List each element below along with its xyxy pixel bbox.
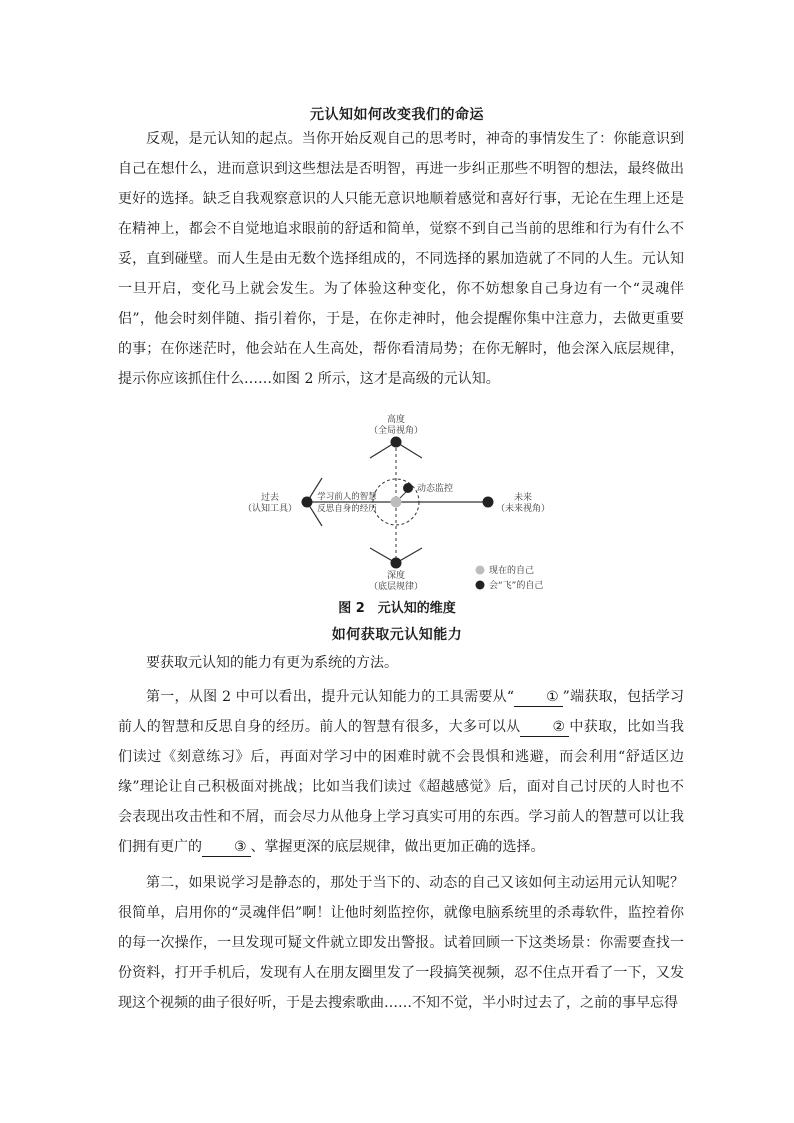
right-sublabel: （未来视角） — [495, 504, 551, 514]
paragraph-2: 要获取元认知的能力有更为系统的方法。 — [146, 655, 398, 671]
paragraph-1: 反观，是元认知的起点。当你开始反观自己的思考时，神奇的事情发生了：你能意识到自己在想什么，进而意识到这些想法是否明智，再进一步纠正那些不明智的想法，最终做出更好的选择。缺乏自我观察意识的人只能无意识地顺着感觉和喜好行事，无论在生理上还是在精神上，都会不自觉地追求眼前的舒适和简单，觉察不到自己当前的思维和行为有什么不妥，直到碰壁。而人生是由无数个选择组成的，不同选择的累加造就了不同的人生。元认知一旦开启，变化马上就会发生。为了体验这种变化，你不妨想象自己身边有一个“灵魂伴侣”，他会时刻伴随、指引着你，于是，在你走神时，他会提醒你集中注意力，去做更重要的事；在你迷茫时，他会站在人生高处，帮你看清局势；在你无解时，他会深入底层规律，提示你应该抓住什么……如图 2 所示，这才是高级的元认知。 — [118, 131, 684, 387]
bottom-sublabel: （底层规律） — [368, 582, 424, 592]
legend-fly-label: 会“飞”的自己 — [489, 581, 544, 591]
paragraph-3-part-b: ”端获取，包括学习前人的智慧和反思自身的经历。前人的智慧有很多，大多可以从 — [118, 689, 684, 735]
section-title-2: 如何获取元认知能力 — [331, 627, 463, 643]
left-sublabel: （认知工具） — [242, 504, 298, 514]
blank-3: ③ — [202, 838, 251, 857]
blank-1: ① — [514, 688, 563, 707]
inner-label-1: 学习前人的智慧 — [317, 492, 377, 502]
monitor-label: 动态监控 — [417, 484, 454, 494]
paragraph-3-part-a: 第一，从图 2 中可以看出，提升元认知能力的工具需要从“ — [146, 689, 515, 705]
paragraph-3 — [118, 682, 684, 862]
bottom-label: 深度 — [386, 571, 406, 581]
top-dot — [391, 437, 402, 448]
figure-caption: 图 2 元认知的维度 — [338, 601, 456, 616]
legend-now-label: 现在的自己 — [489, 566, 535, 576]
center-dot — [391, 497, 402, 508]
right-label: 未来 — [513, 493, 533, 503]
bottom-dot — [391, 558, 402, 569]
legend-now-dot — [476, 566, 485, 575]
monitor-dot — [403, 483, 413, 493]
paragraph-4: 第二，如果说学习是静态的，那处于当下的、动态的自己又该如何主动运用元认知呢？很简单，启用你的“灵魂伴侣”啊！让他时刻监控你，就像电脑系统里的杀毒软件，监控着你的每一次操作，一旦发现可疑文件就立即发出警报。试着回顾一下这类场景：你需要查找一份资料，打开手机后，发现有人在朋友圈里发了一段搞笑视频，忍不住点开看了一下，又发现这个视频的曲子很好听，于是去搜索歌曲……不知不觉，半小时过去了，之前的事早忘得 — [118, 875, 684, 1011]
left-dot — [302, 497, 313, 508]
left-label: 过去 — [260, 493, 280, 503]
paragraph-3-part-c: 中获取，比如当我们读过《刻意练习》后，再面对学习中的困难时就不会畏惧和逃避，而会利用“舒适区边缘”理论让自己积极面对挑战；比如当我们读过《超越感觉》后，面对自己讨厌的人时也不会表现出攻击性和不屑，而会尽力从他身上学习真实可用的东西。学习前人的智慧可以让我们拥有更广的 — [118, 719, 685, 855]
section-title-1: 元认知如何改变我们的命运 — [310, 107, 484, 123]
top-sublabel: （全局视角） — [368, 426, 424, 436]
legend-fly-dot — [476, 581, 485, 590]
blank-2: ② — [520, 718, 569, 737]
right-dot — [483, 497, 494, 508]
top-label: 高度 — [386, 415, 406, 425]
paragraph-3-part-d: 、掌握更深的底层规律，做出更加正确的选择。 — [250, 839, 545, 855]
inner-label-2: 反思自身的经历 — [317, 504, 377, 514]
